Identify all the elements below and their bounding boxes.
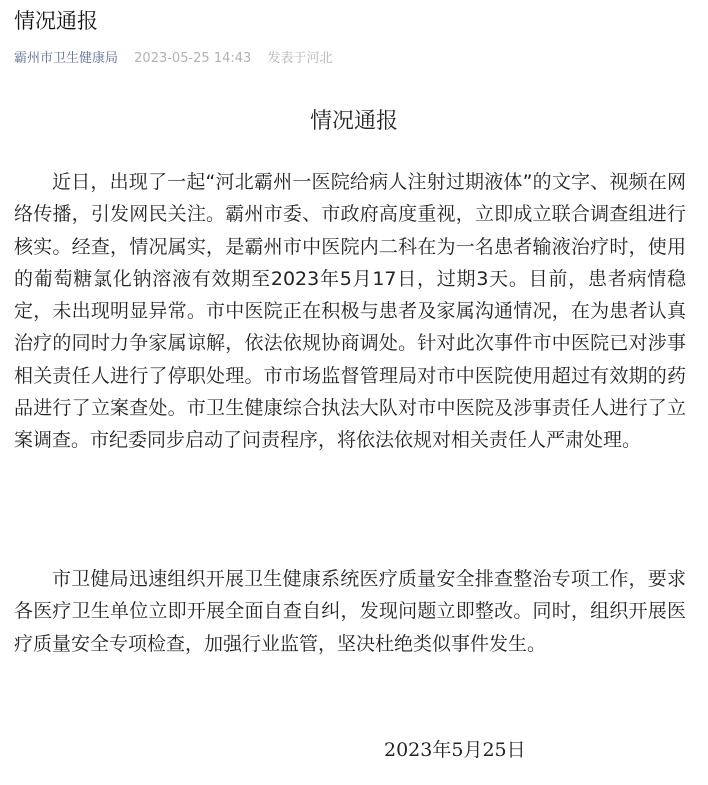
body-paragraph-1: 近日，出现了一起“河北霸州一医院给病人注射过期液体”的文字、视频在网络传播，引发网民关注。霸州市委、市政府高度重视，立即成立联合调查组进行核实。经查，情况属实，是霸州市中医院内二科在为一名患者输液治疗时，使用的葡萄糖氯化钠溶液有效期至2023年5月17日，过期3天。目前，患者病情稳定，未出现明显异常。市中医院正在积极与患者及家属沟通情况，在为患者认真治疗的同时力争家属谅解，依法依规协商调处。针对此次事件市中医院已对涉事相关责任人进行了停职处理。市市场监督管理局对市中医院使用超过有效期的药品进行了立案查处。市卫生健康综合执法大队对市中医院及涉事责任人进行了立案调查。市纪委同步启动了问责程序，将依法依规对相关责任人严肃处理。 bbox=[14, 171, 686, 452]
publish-date: 2023-05-25 14:43 bbox=[134, 51, 252, 66]
article-meta bbox=[14, 50, 694, 68]
publish-location: 发表于河北 bbox=[267, 51, 333, 66]
page-title: 情况通报 bbox=[14, 9, 98, 33]
document-title: 情况通报 bbox=[309, 109, 398, 134]
body-paragraph-2: 市卫健局迅速组织开展卫生健康系统医疗质量安全排查整治专项工作，要求各医疗卫生单位立即开展全面自查自纠，发现问题立即整改。同时，组织开展医疗质量安全专项检查，加强行业监管，坚决杜绝类似事件发生。 bbox=[14, 568, 686, 655]
author-link[interactable]: 霸州市卫生健康局 bbox=[14, 51, 119, 66]
article-header bbox=[14, 6, 694, 68]
signature-date: 2023年5月25日 bbox=[384, 739, 526, 761]
